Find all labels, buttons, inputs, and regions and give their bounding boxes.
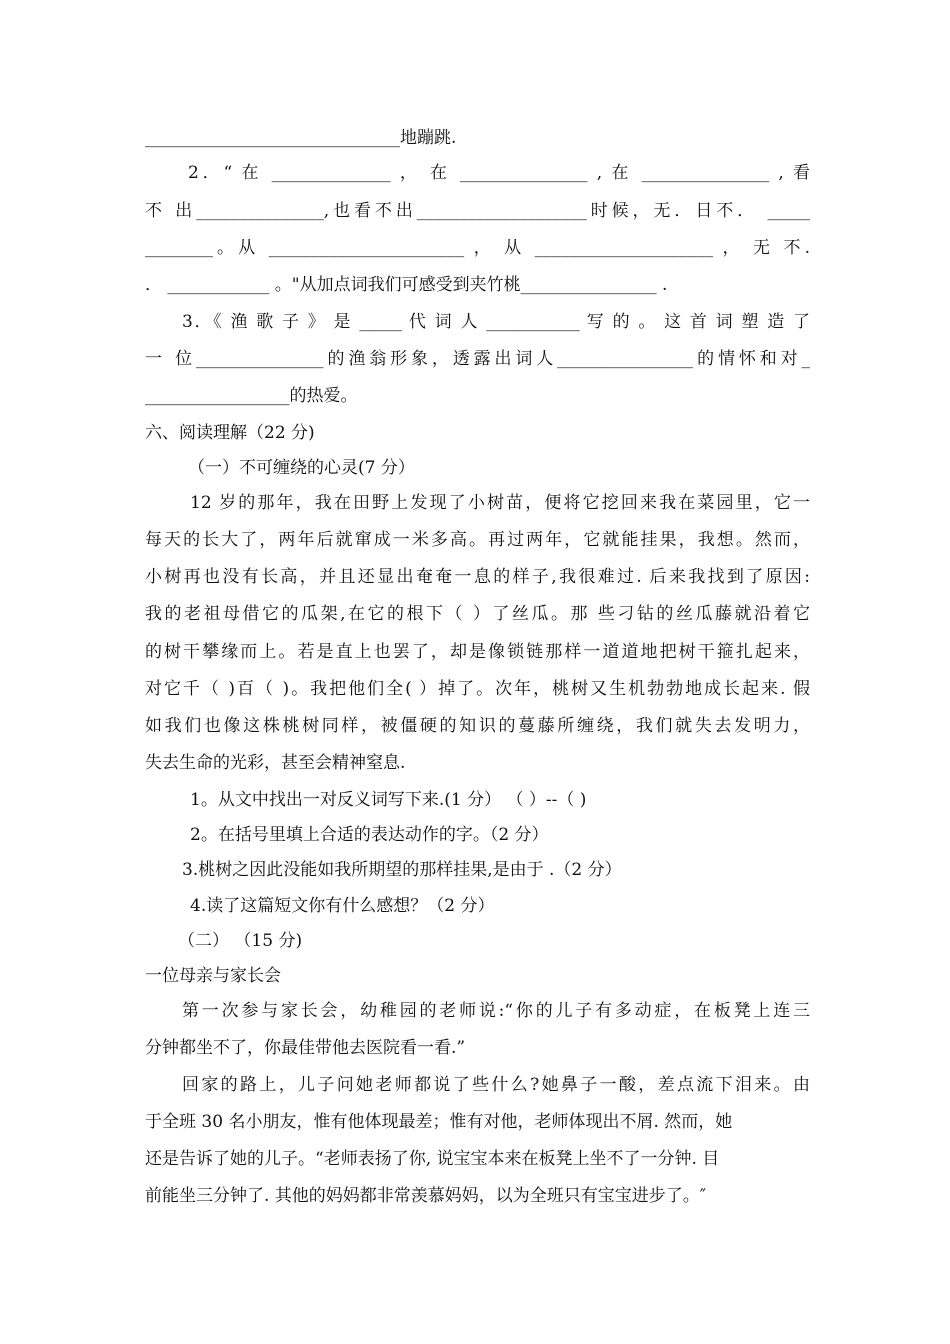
question-2-line-2: 不 出_______________,也看不出____________________时候，无．日不． _____ bbox=[145, 201, 810, 221]
passage-2-line: 于全班 30 名小朋友，惟有他体现最差；惟有对他，老师体现出不屑. 然而，她 bbox=[145, 1112, 733, 1132]
question-2-line-1: 2．“ 在 ______________ ， 在 _______________ , 在 _______________ , 看 bbox=[188, 163, 810, 183]
passage-1-line: 我的老祖母借它的瓜架,在它的根下（ ）了丝瓜。那 些刁钻的丝瓜藤就沿着它 bbox=[145, 604, 810, 624]
passage-2-line: 前能坐三分钟了. 其他的妈妈都非常羡慕妈妈，以为全班只有宝宝进步了。″ bbox=[145, 1186, 707, 1206]
passage-1-question-2: 2。在括号里填上合适的表达动作的字。（2 分） bbox=[190, 825, 549, 845]
passage-1-line: 如我们也像这株桃树同样，被僵硬的知识的蔓藤所缠绕，我们就失去发明力， bbox=[145, 716, 810, 736]
question-3-line-2: 一 位_______________的渔翁形象，透露出词人________________的情怀和对_ bbox=[145, 349, 810, 369]
question-3-line-1: 3．《 渔 歌 子 》 是 _____ 代 词 人 ___________ 写 的 。 这 首 词 塑 造 了 bbox=[182, 312, 810, 332]
passage-1-line: 失去生命的光彩，甚至会精神窒息. bbox=[145, 753, 406, 773]
passage-1-line: 12 岁的那年，我在田野上发现了小树苗，便将它挖回来我在菜园里，它一 bbox=[190, 493, 810, 513]
passage-2-line: 还是告诉了她的儿子。“老师表扬了你, 说宝宝本来在板凳上坐不了一分钟. 目 bbox=[145, 1149, 720, 1169]
passage-1-line: 每天的长大了，两年后就窜成一米多高。再过两年，它就能挂果，我想。然而， bbox=[145, 530, 810, 550]
section-heading-reading: 六、阅读理解（22 分) bbox=[145, 423, 315, 443]
passage-2-line: 分钟都坐不了，你最佳带他去医院看一看.” bbox=[145, 1038, 466, 1058]
question-2-line-4: ． ____________ 。"从加点词我们可感受到夹竹桃________________ . bbox=[145, 275, 668, 295]
passage-1-line: 小树再也没有长高，并且还显出奄奄一息的样子,我很难过. 后来我找到了原因: bbox=[145, 567, 810, 587]
passage-1-question-3: 3.桃树之因此没能如我所期望的那样挂果,是由于 .（2 分） bbox=[182, 860, 622, 880]
passage-1-question-4: 4.读了这篇短文你有什么感想？（2 分） bbox=[190, 896, 495, 916]
passage-1-line: 的树干攀缘而上。若是直上也罢了，却是像锁链那样一道道地把树干箍扎起来， bbox=[145, 642, 810, 662]
passage-1-question-1: 1。从文中找出一对反义词写下来.(1 分） （ ）--（ ) bbox=[190, 790, 587, 810]
passage-2-title: 一位母亲与家长会 bbox=[145, 966, 281, 986]
question-2-line-3: ________。从 _______________________ ， 从 _____________________ ， 无 不. bbox=[145, 238, 810, 258]
passage-2-line: 第一次参与家长会，幼稚园的老师说:“你的儿子有多动症，在板凳上连三 bbox=[182, 1001, 810, 1021]
passage-2-heading: （二） （15 分) bbox=[178, 931, 303, 951]
question-3-line-3: _________________的热爱。 bbox=[145, 386, 358, 406]
passage-2-line: 回家的路上，儿子问她老师都说了些什么?她鼻子一酸，差点流下泪来。由 bbox=[182, 1075, 810, 1095]
passage-1-title: （一）不可缠绕的心灵(7 分） bbox=[188, 458, 415, 478]
passage-1-line: 对它千（ )百（ )。我把他们全( ）掉了。次年，桃树又生机勃勃地成长起来. 假 bbox=[145, 679, 810, 699]
text-line: ______________________________地蹦跳. bbox=[145, 128, 457, 148]
